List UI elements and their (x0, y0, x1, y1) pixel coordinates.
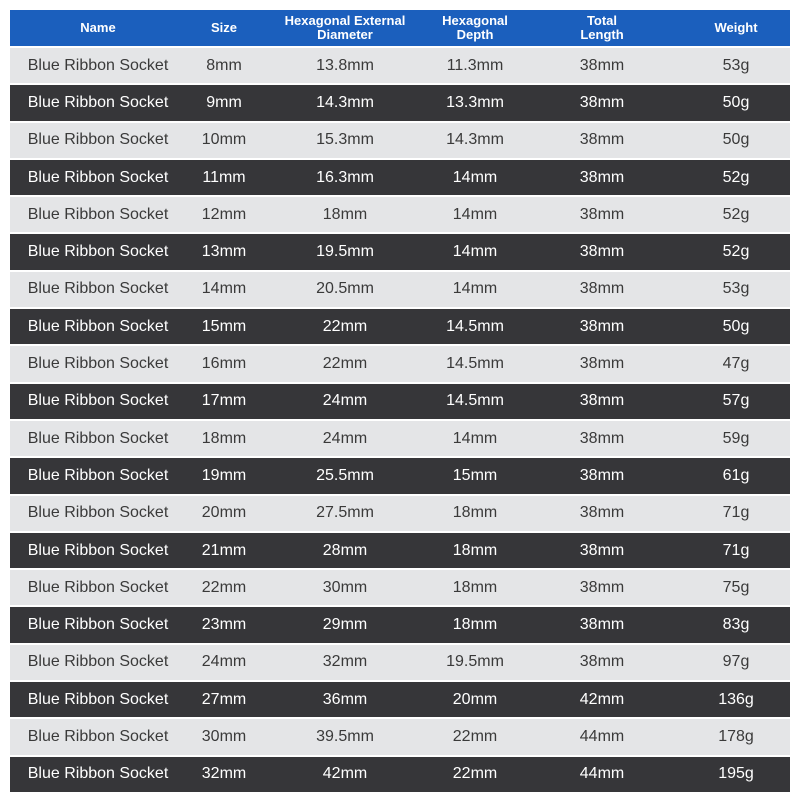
cell-weight: 47g (722, 355, 750, 373)
cell-size: 8mm (206, 56, 242, 74)
cell-total-length: 38mm (579, 355, 625, 373)
cell-name: Blue Ribbon Socket (27, 765, 169, 783)
cell-size: 16mm (201, 355, 247, 373)
cell-weight: 59g (722, 429, 750, 447)
table-row (10, 85, 790, 122)
cell-name: Blue Ribbon Socket (27, 616, 169, 634)
cell-weight: 50g (722, 93, 750, 111)
cell-hex-diameter: 42mm (322, 765, 368, 783)
cell-hex-diameter: 24mm (322, 429, 368, 447)
cell-hex-diameter: 22mm (322, 317, 368, 335)
cell-size: 30mm (201, 727, 247, 745)
cell-total-length: 38mm (579, 243, 625, 261)
cell-name: Blue Ribbon Socket (27, 168, 169, 186)
cell-size: 14mm (201, 280, 247, 298)
cell-name: Blue Ribbon Socket (27, 93, 169, 111)
cell-hex-depth: 15mm (452, 466, 498, 484)
cell-name: Blue Ribbon Socket (27, 727, 169, 745)
cell-hex-diameter: 20.5mm (316, 280, 374, 298)
cell-hex-depth: 14.3mm (446, 131, 504, 149)
cell-weight: 136g (718, 690, 754, 708)
cell-weight: 71g (722, 504, 750, 522)
cell-hex-diameter: 14.3mm (316, 93, 374, 111)
cell-hex-depth: 20mm (452, 690, 498, 708)
table-row (10, 570, 790, 607)
cell-name: Blue Ribbon Socket (27, 690, 169, 708)
cell-size: 15mm (201, 317, 247, 335)
cell-size: 19mm (201, 466, 247, 484)
cell-total-length: 38mm (579, 653, 625, 671)
cell-name: Blue Ribbon Socket (27, 429, 169, 447)
table-row (10, 197, 790, 234)
table-row (10, 421, 790, 458)
table-row (10, 160, 790, 197)
header-total-length: Total Length (580, 13, 624, 42)
table-row (10, 346, 790, 383)
cell-hex-diameter: 29mm (322, 616, 368, 634)
cell-total-length: 38mm (579, 131, 625, 149)
cell-total-length: 38mm (579, 168, 625, 186)
cell-hex-depth: 14mm (452, 168, 498, 186)
cell-size: 11mm (202, 168, 246, 186)
cell-hex-depth: 18mm (452, 504, 498, 522)
socket-spec-table (10, 10, 790, 790)
table-row (10, 533, 790, 570)
cell-size: 18mm (201, 429, 247, 447)
cell-hex-diameter: 18mm (322, 205, 368, 223)
cell-total-length: 38mm (579, 317, 625, 335)
cell-hex-depth: 11.3mm (446, 56, 504, 74)
cell-name: Blue Ribbon Socket (27, 392, 169, 410)
cell-hex-diameter: 19.5mm (316, 243, 374, 261)
cell-name: Blue Ribbon Socket (27, 131, 169, 149)
cell-size: 20mm (201, 504, 247, 522)
table-row (10, 645, 790, 682)
cell-hex-diameter: 32mm (322, 653, 368, 671)
cell-size: 24mm (201, 653, 247, 671)
cell-weight: 71g (722, 541, 750, 559)
header-weight: Weight (714, 20, 758, 35)
table-row (10, 384, 790, 421)
cell-hex-diameter: 15.3mm (316, 131, 374, 149)
cell-total-length: 42mm (579, 690, 625, 708)
table-body (10, 48, 790, 794)
table-row (10, 272, 790, 309)
cell-weight: 61g (722, 466, 750, 484)
header-name: Name (80, 20, 116, 35)
cell-weight: 52g (722, 168, 750, 186)
cell-name: Blue Ribbon Socket (27, 578, 169, 596)
cell-weight: 50g (722, 317, 750, 335)
cell-hex-diameter: 22mm (322, 355, 368, 373)
cell-hex-depth: 18mm (452, 541, 498, 559)
cell-total-length: 38mm (579, 205, 625, 223)
table-row (10, 757, 790, 794)
cell-total-length: 44mm (579, 765, 625, 783)
cell-size: 9mm (206, 93, 242, 111)
cell-weight: 195g (718, 765, 754, 783)
header-hex-depth: Hexagonal Depth (442, 13, 508, 42)
cell-name: Blue Ribbon Socket (27, 504, 169, 522)
table-row (10, 48, 790, 85)
cell-total-length: 38mm (579, 280, 625, 298)
cell-weight: 50g (722, 131, 750, 149)
cell-size: 13mm (201, 243, 247, 261)
table-row (10, 682, 790, 719)
cell-hex-diameter: 28mm (322, 541, 368, 559)
cell-name: Blue Ribbon Socket (27, 205, 169, 223)
cell-name: Blue Ribbon Socket (27, 355, 169, 373)
table-row (10, 309, 790, 346)
cell-hex-depth: 14mm (452, 205, 498, 223)
cell-hex-depth: 18mm (452, 616, 498, 634)
cell-total-length: 38mm (579, 541, 625, 559)
table-row (10, 607, 790, 644)
cell-weight: 97g (722, 653, 750, 671)
cell-size: 12mm (201, 205, 247, 223)
cell-hex-diameter: 27.5mm (316, 504, 374, 522)
cell-hex-diameter: 24mm (322, 392, 368, 410)
cell-total-length: 38mm (579, 578, 625, 596)
cell-hex-diameter: 30mm (322, 578, 368, 596)
cell-total-length: 38mm (579, 429, 625, 447)
cell-hex-depth: 22mm (452, 765, 498, 783)
cell-weight: 52g (722, 243, 750, 261)
cell-hex-depth: 19.5mm (446, 653, 504, 671)
cell-hex-depth: 14.5mm (446, 355, 504, 373)
cell-total-length: 38mm (579, 56, 625, 74)
cell-hex-depth: 18mm (452, 578, 498, 596)
cell-weight: 53g (722, 280, 750, 298)
cell-hex-depth: 14mm (452, 243, 498, 261)
cell-total-length: 38mm (579, 466, 625, 484)
cell-weight: 178g (718, 727, 754, 745)
table-row (10, 123, 790, 160)
cell-weight: 53g (722, 56, 750, 74)
cell-name: Blue Ribbon Socket (27, 56, 169, 74)
cell-name: Blue Ribbon Socket (27, 653, 169, 671)
cell-name: Blue Ribbon Socket (27, 243, 169, 261)
cell-total-length: 38mm (579, 392, 625, 410)
cell-hex-depth: 14mm (452, 429, 498, 447)
table-row (10, 719, 790, 756)
cell-size: 10mm (201, 131, 247, 149)
header-size: Size (210, 20, 237, 35)
cell-name: Blue Ribbon Socket (27, 280, 169, 298)
table-row (10, 496, 790, 533)
cell-hex-depth: 14mm (452, 280, 498, 298)
cell-name: Blue Ribbon Socket (27, 541, 169, 559)
header-hex-external-diameter: Hexagonal External Diameter (284, 13, 406, 42)
cell-hex-diameter: 36mm (322, 690, 368, 708)
cell-total-length: 38mm (579, 93, 625, 111)
table-header-row (10, 10, 790, 48)
cell-hex-diameter: 13.8mm (316, 56, 374, 74)
table-row (10, 458, 790, 495)
cell-name: Blue Ribbon Socket (27, 466, 169, 484)
cell-size: 17mm (201, 392, 247, 410)
cell-total-length: 38mm (579, 616, 625, 634)
cell-total-length: 38mm (579, 504, 625, 522)
cell-hex-depth: 14.5mm (446, 392, 504, 410)
cell-hex-diameter: 25.5mm (316, 466, 374, 484)
cell-size: 22mm (201, 578, 247, 596)
cell-total-length: 44mm (579, 727, 625, 745)
cell-name: Blue Ribbon Socket (27, 317, 169, 335)
cell-hex-depth: 14.5mm (446, 317, 504, 335)
cell-hex-depth: 22mm (452, 727, 498, 745)
cell-hex-depth: 13.3mm (446, 93, 504, 111)
cell-hex-diameter: 39.5mm (316, 727, 374, 745)
table-row (10, 234, 790, 271)
cell-weight: 52g (722, 205, 750, 223)
cell-weight: 83g (722, 616, 750, 634)
cell-size: 23mm (201, 616, 247, 634)
cell-weight: 75g (722, 578, 750, 596)
cell-weight: 57g (722, 392, 750, 410)
cell-hex-diameter: 16.3mm (316, 168, 374, 186)
cell-size: 32mm (201, 765, 247, 783)
cell-size: 21mm (201, 541, 247, 559)
cell-size: 27mm (201, 690, 247, 708)
